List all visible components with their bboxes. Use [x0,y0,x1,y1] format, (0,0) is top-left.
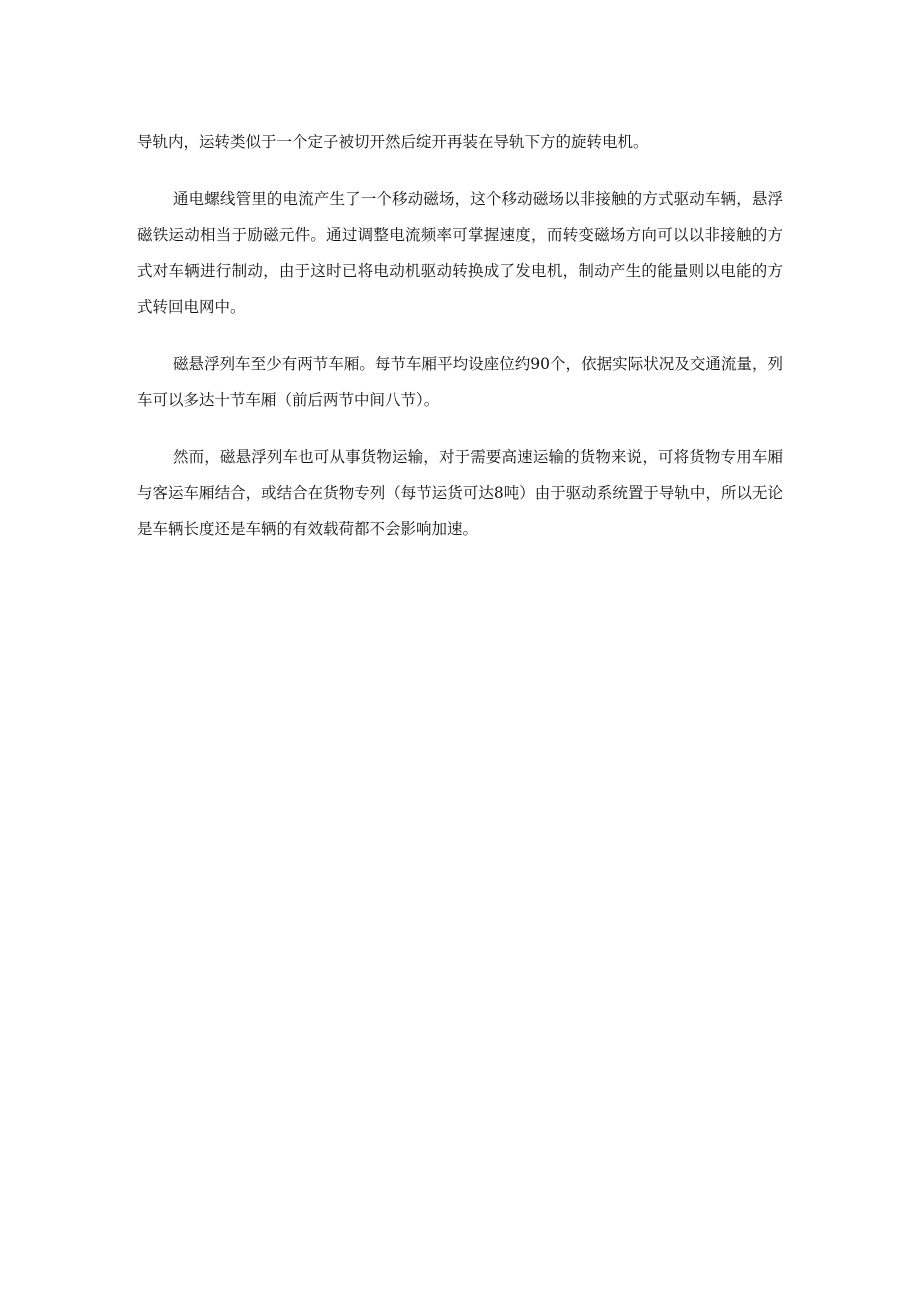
paragraph-continuation: 导轨内，运转类似于一个定子被切开然后绽开再装在导轨下方的旋转电机。 [137,133,649,151]
paragraph-freight: 然而，磁悬浮列车也可从事货物运输，对于需要高速运输的货物来说，可将货物专用车厢与客运车厢结合，或结合在货物专列（每节运货可达8吨）由于驱动系统置于导轨中，所以无论是车辆长度还是车辆的有效载荷都不会影响加速。 [137,448,783,538]
document-body [137,124,783,568]
paragraph-magnetic-field: 通电螺线管里的电流产生了一个移动磁场，这个移动磁场以非接触的方式驱动车辆，悬浮磁铁运动相当于励磁元件。通过调整电流频率可掌握速度，而转变磁场方向可以以非接触的方式对车辆进行制动，由于这时已将电动机驱动转换成了发电机，制动产生的能量则以电能的方式转回电网中。 [137,190,783,316]
paragraph-carriages: 磁悬浮列车至少有两节车厢。每节车厢平均设座位约90个，依据实际状况及交通流量，列车可以多达十节车厢（前后两节中间八节）。 [137,355,783,409]
